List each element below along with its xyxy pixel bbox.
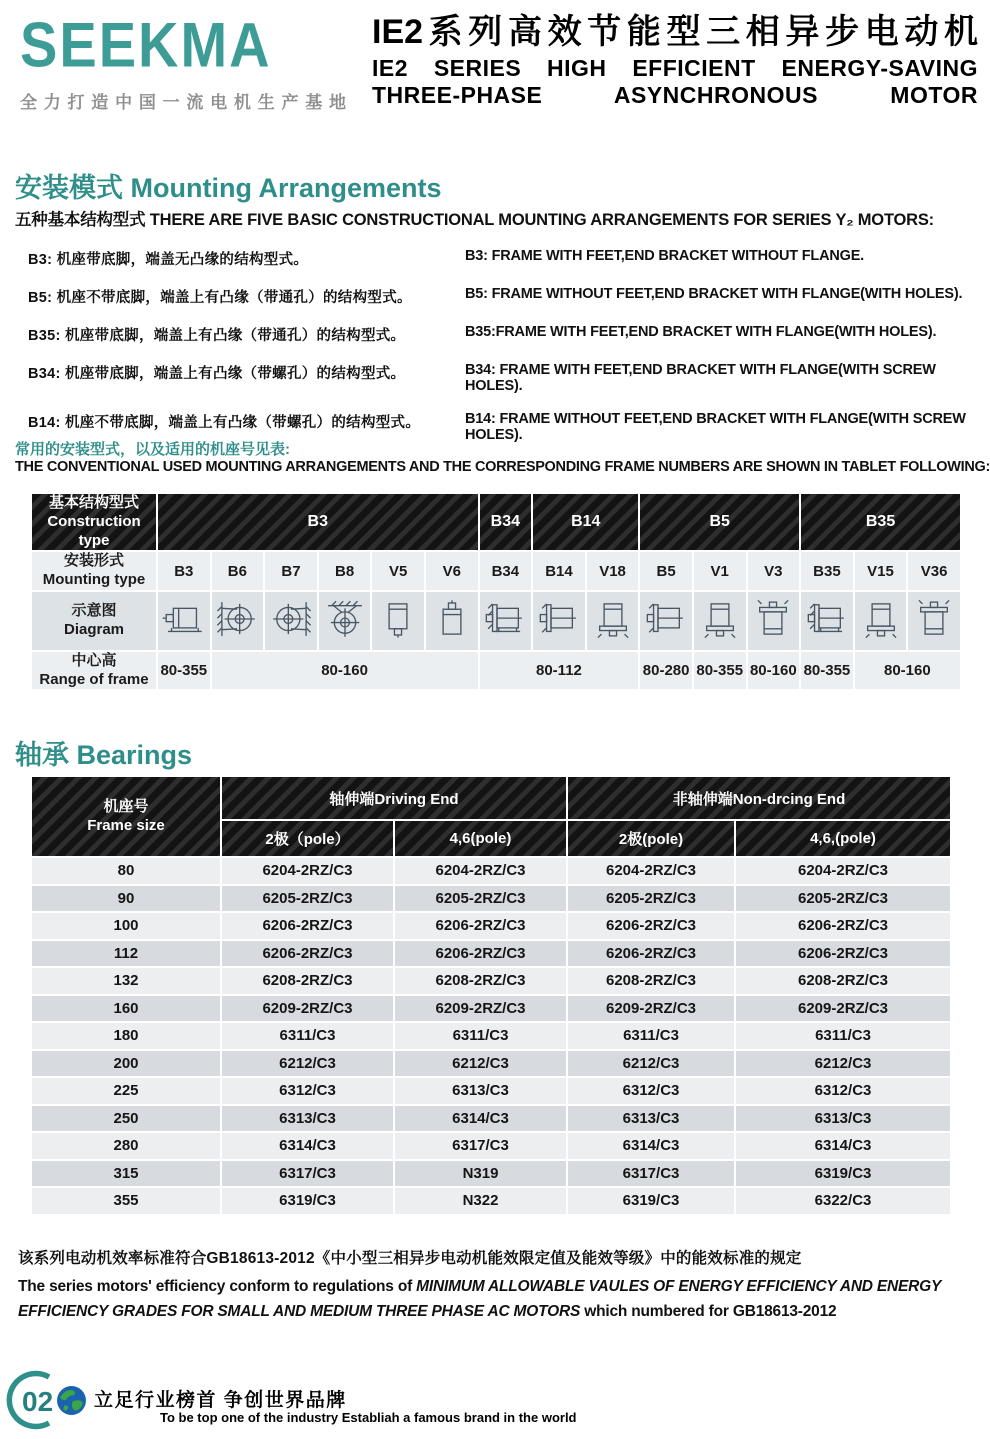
bearing-value-cell: 6314/C3: [222, 1133, 393, 1159]
motor-vertical-flange-up-icon: [749, 628, 797, 645]
bearing-value-cell: 6313/C3: [395, 1078, 566, 1104]
efficiency-note-english: [18, 1275, 968, 1325]
mounting-type-v6: V6: [426, 552, 478, 590]
bearings-row-frame-180: [32, 1023, 950, 1049]
bearings-table: [30, 775, 952, 1216]
bearing-value-cell: 6206-2RZ/C3: [222, 913, 393, 939]
logo-tagline: 全力打造中国一流电机生产基地: [20, 93, 346, 112]
range-of-frame-row-header: [32, 652, 156, 690]
bearing-value-cell: 6317/C3: [568, 1161, 734, 1187]
mounting-item-english: B3: FRAME WITH FEET,END BRACKET WITHOUT FLANGE.: [465, 248, 864, 264]
driving-end-column-header: 轴伸端Driving End: [222, 777, 566, 819]
footer-slogan-english: To be top one of the industry Establiah a famous brand in the world: [160, 1410, 577, 1425]
table-intro-english: THE CONVENTIONAL USED MOUNTING ARRANGEMENTS AND THE CORRESPONDING FRAME NUMBERS ARE SHOWN IN TABLET FOLLOWING:: [15, 459, 990, 475]
bearings-section-heading: 轴承 Bearings: [15, 740, 193, 770]
frame-size-cell: 100: [32, 913, 220, 939]
mounting-type-v15: V15: [855, 552, 907, 590]
mounting-item-chinese: B14: 机座不带底脚，端盖上有凸缘（带螺孔）的结构型式。: [28, 415, 421, 431]
bearing-value-cell: 6208-2RZ/C3: [736, 968, 950, 994]
motor-front-wall-right-icon: [267, 628, 315, 645]
bearing-value-cell: 6204-2RZ/C3: [222, 858, 393, 884]
bearing-value-cell: 6205-2RZ/C3: [222, 886, 393, 912]
construction-group-b5: B5: [640, 494, 799, 550]
frame-range-cell: 80-160: [855, 652, 960, 690]
bearings-row-frame-112: [32, 941, 950, 967]
frame-size-cell: 80: [32, 858, 220, 884]
diagram-b34-cell: [480, 592, 532, 650]
mounting-type-b3: B3: [158, 552, 210, 590]
frame-size-label-zh: 机座号: [103, 797, 149, 815]
bearing-value-cell: 6314/C3: [568, 1133, 734, 1159]
bearing-value-cell: 6212/C3: [568, 1051, 734, 1077]
bearings-row-frame-132: [32, 968, 950, 994]
mounting-type-b5: B5: [640, 552, 692, 590]
mounting-subheading: 五种基本结构型式 THERE ARE FIVE BASIC CONSTRUCTIONAL MOUNTING ARRANGEMENTS FOR SERIES Y₂ MOTORS:: [15, 211, 934, 229]
diagram-b8-cell: [319, 592, 371, 650]
bearing-value-cell: 6206-2RZ/C3: [568, 913, 734, 939]
bearing-value-cell: 6205-2RZ/C3: [568, 886, 734, 912]
non-driving-end-column-header: 非轴伸端Non-drcing End: [568, 777, 950, 819]
frame-range-cell: 80-355: [694, 652, 746, 690]
bearing-value-cell: 6319/C3: [568, 1188, 734, 1214]
mounting-type-b35: B35: [801, 552, 853, 590]
mounting-type-b34: B34: [480, 552, 532, 590]
bearing-value-cell: 6311/C3: [395, 1023, 566, 1049]
bearing-value-cell: 6212/C3: [736, 1051, 950, 1077]
bearing-value-cell: 6212/C3: [395, 1051, 566, 1077]
globe-icon: [56, 1385, 87, 1421]
efficiency-standard-note: [18, 1246, 968, 1325]
construction-group-b34: B34: [480, 494, 532, 550]
motor-vertical-flange-down-icon: [857, 628, 905, 645]
bearing-value-cell: 6311/C3: [222, 1023, 393, 1049]
mounting-type-b7: B7: [265, 552, 317, 590]
bearings-row-frame-280: [32, 1133, 950, 1159]
bearing-value-cell: 6312/C3: [222, 1078, 393, 1104]
bearings-row-frame-200: [32, 1051, 950, 1077]
frame-size-label-en: Frame size: [87, 816, 165, 834]
title-english-line1: IE2 SERIES HIGH EFFICIENT ENERGY-SAVING: [372, 54, 978, 81]
pole-header-3: 4,6,(pole): [736, 821, 950, 856]
diagram-b35-cell: [801, 592, 853, 650]
bearings-row-frame-80: [32, 858, 950, 884]
frame-range-cell: 80-160: [748, 652, 800, 690]
mounting-item-chinese: B34: 机座带底脚，端盖上有凸缘（带螺孔）的结构型式。: [28, 366, 406, 382]
frame-size-cell: 315: [32, 1161, 220, 1187]
construction-group-b3: B3: [158, 494, 478, 550]
mounting-table: [30, 492, 962, 691]
bearings-row-frame-160: [32, 996, 950, 1022]
pole-header-1: 4,6(pole): [395, 821, 566, 856]
diagram-b14-cell: [533, 592, 585, 650]
mounting-item-chinese: B3: 机座带底脚，端盖无凸缘的结构型式。: [28, 252, 309, 268]
bearings-row-frame-225: [32, 1078, 950, 1104]
bearing-value-cell: 6311/C3: [568, 1023, 734, 1049]
frame-size-column-header: [32, 777, 220, 856]
bearing-value-cell: 6209-2RZ/C3: [736, 996, 950, 1022]
mounting-type-v3: V3: [748, 552, 800, 590]
frame-size-cell: 112: [32, 941, 220, 967]
diagram-label-zh: 示意图: [71, 602, 117, 619]
frame-size-cell: 200: [32, 1051, 220, 1077]
mounting-type-row-header: [32, 552, 156, 590]
motor-vertical-shaft-down-icon: [374, 628, 422, 645]
bearing-value-cell: 6317/C3: [395, 1133, 566, 1159]
frame-range-cell: 80-112: [480, 652, 639, 690]
bearing-value-cell: 6204-2RZ/C3: [568, 858, 734, 884]
table-intro-chinese: 常用的安装型式，以及适用的机座号见表:: [15, 441, 290, 458]
diagram-v3-cell: [748, 592, 800, 650]
motor-side-flange-icon: [642, 628, 690, 645]
mounting-arrangement-item: [28, 362, 973, 394]
frame-range-cell: 80-355: [158, 652, 210, 690]
motor-vertical-shaft-up-icon: [428, 628, 476, 645]
mounting-arrangement-item: [28, 324, 973, 345]
diagram-row-header: [32, 592, 156, 650]
bearings-row-frame-250: [32, 1106, 950, 1132]
mounting-type-v36: V36: [908, 552, 960, 590]
bearing-value-cell: 6205-2RZ/C3: [395, 886, 566, 912]
range-label-zh: 中心高: [71, 651, 117, 669]
frame-size-cell: 225: [32, 1078, 220, 1104]
bearing-value-cell: 6205-2RZ/C3: [736, 886, 950, 912]
mounting-type-label-zh: 安装形式: [63, 552, 124, 570]
motor-side-flange-feet-icon: [481, 628, 529, 645]
construction-group-b35: B35: [801, 494, 960, 550]
frame-size-cell: 90: [32, 886, 220, 912]
bearing-value-cell: 6322/C3: [736, 1188, 950, 1214]
mounting-arrangement-list: [28, 248, 973, 460]
mounting-type-b14: B14: [533, 552, 585, 590]
construction-type-label-en: Construction type: [47, 512, 141, 549]
bearing-value-cell: 6313/C3: [568, 1106, 734, 1132]
motor-vertical-flange-down-icon: [589, 628, 637, 645]
mounting-type-v1: V1: [694, 552, 746, 590]
footer-slogan-chinese: 立足行业榜首 争创世界品牌: [94, 1390, 347, 1411]
diagram-label-en: Diagram: [63, 620, 125, 638]
logo-block: [20, 9, 346, 113]
page-number: 02: [22, 1386, 54, 1417]
mounting-item-english: B35:FRAME WITH FEET,END BRACKET WITH FLANGE(WITH HOLES).: [465, 324, 937, 340]
diagram-b7-cell: [265, 592, 317, 650]
efficiency-note-chinese: 该系列电动机效率标准符合GB18613-2012《中小型三相异步电动机能效限定值及能效等级》中的能效标准的规定: [18, 1250, 802, 1267]
title-english-line2: THREE-PHASE ASYNCHRONOUS MOTOR: [372, 81, 978, 108]
diagram-v36-cell: [908, 592, 960, 650]
frame-size-cell: 132: [32, 968, 220, 994]
diagram-v6-cell: [426, 592, 478, 650]
frame-size-cell: 180: [32, 1023, 220, 1049]
bearing-value-cell: N319: [395, 1161, 566, 1187]
motor-side-flange-feet-icon: [803, 628, 851, 645]
mounting-item-chinese: B5: 机座不带底脚，端盖上有凸缘（带通孔）的结构型式。: [28, 290, 412, 306]
mounting-item-english: B14: FRAME WITHOUT FEET,END BRACKET WITH FLANGE(WITH SCREW HOLES).: [465, 411, 966, 443]
bearing-value-cell: 6208-2RZ/C3: [222, 968, 393, 994]
mounting-item-english: B34: FRAME WITH FEET,END BRACKET WITH FLANGE(WITH SCREW HOLES).: [465, 362, 936, 394]
mounting-arrangement-item: [28, 248, 973, 269]
mounting-type-b8: B8: [319, 552, 371, 590]
diagram-v15-cell: [855, 592, 907, 650]
bearing-value-cell: 6204-2RZ/C3: [736, 858, 950, 884]
motor-front-ceiling-icon: [321, 628, 369, 645]
bearings-row-frame-90: [32, 886, 950, 912]
construction-type-row-header: [32, 494, 156, 550]
bearing-value-cell: N322: [395, 1188, 566, 1214]
efficiency-note-en-suffix: which numbered for GB18613-2012: [580, 1302, 837, 1320]
range-label-en: Range of frame: [39, 670, 149, 688]
bearing-value-cell: 6204-2RZ/C3: [395, 858, 566, 884]
bearings-row-frame-100: [32, 913, 950, 939]
mounting-type-label-en: Mounting type: [42, 571, 146, 588]
bearing-value-cell: 6209-2RZ/C3: [222, 996, 393, 1022]
bearing-value-cell: 6209-2RZ/C3: [568, 996, 734, 1022]
mounting-type-v5: V5: [372, 552, 424, 590]
mounting-item-chinese: B35: 机座带底脚，端盖上有凸缘（带通孔）的结构型式。: [28, 328, 406, 344]
bearing-value-cell: 6312/C3: [736, 1078, 950, 1104]
bearing-value-cell: 6206-2RZ/C3: [395, 941, 566, 967]
mounting-section-heading: 安装模式 Mounting Arrangements: [15, 173, 442, 203]
bearing-value-cell: 6206-2RZ/C3: [395, 913, 566, 939]
frame-range-cell: 80-355: [801, 652, 853, 690]
motor-vertical-flange-down-icon: [696, 628, 744, 645]
efficiency-note-en-standard-title: MINIMUM ALLOWABLE VAULES OF ENERGY EFFICIENCY AND ENERGY EFFICIENCY GRADES FOR SMALL AND MEDIUM THREE PHASE AC MOTORS: [18, 1278, 941, 1320]
motor-vertical-flange-up-icon: [910, 628, 958, 645]
diagram-v1-cell: [694, 592, 746, 650]
frame-size-cell: 280: [32, 1133, 220, 1159]
diagram-v18-cell: [587, 592, 639, 650]
bearing-value-cell: 6313/C3: [222, 1106, 393, 1132]
page-title: [372, 12, 978, 107]
bearing-value-cell: 6314/C3: [736, 1133, 950, 1159]
bearing-value-cell: 6212/C3: [222, 1051, 393, 1077]
bearing-value-cell: 6313/C3: [736, 1106, 950, 1132]
bearings-row-frame-315: [32, 1161, 950, 1187]
motor-front-wall-left-icon: [213, 628, 261, 645]
bearing-value-cell: 6317/C3: [222, 1161, 393, 1187]
motor-side-feet-icon: [160, 628, 208, 645]
diagram-b6-cell: [212, 592, 264, 650]
diagram-v5-cell: [372, 592, 424, 650]
bearing-value-cell: 6312/C3: [568, 1078, 734, 1104]
bearing-value-cell: 6314/C3: [395, 1106, 566, 1132]
frame-range-cell: 80-160: [212, 652, 478, 690]
bearing-value-cell: 6208-2RZ/C3: [568, 968, 734, 994]
frame-range-cell: 80-280: [640, 652, 692, 690]
bearing-value-cell: 6209-2RZ/C3: [395, 996, 566, 1022]
frame-size-cell: 250: [32, 1106, 220, 1132]
title-chinese: IE2系列高效节能型三相异步电动机: [372, 13, 978, 51]
efficiency-note-en-prefix: The series motors' efficiency conform to regulations of: [18, 1278, 417, 1295]
mounting-type-v18: V18: [587, 552, 639, 590]
bearings-row-frame-355: [32, 1188, 950, 1214]
motor-side-flange-icon: [535, 628, 583, 645]
diagram-b3-cell: [158, 592, 210, 650]
mounting-arrangement-item: [28, 286, 973, 307]
diagram-b5-cell: [640, 592, 692, 650]
bearing-value-cell: 6319/C3: [736, 1161, 950, 1187]
bearing-value-cell: 6206-2RZ/C3: [568, 941, 734, 967]
mounting-type-b6: B6: [212, 552, 264, 590]
construction-group-b14: B14: [533, 494, 638, 550]
frame-size-cell: 160: [32, 996, 220, 1022]
bearing-value-cell: 6319/C3: [222, 1188, 393, 1214]
bearing-value-cell: 6206-2RZ/C3: [736, 941, 950, 967]
bearing-value-cell: 6206-2RZ/C3: [736, 913, 950, 939]
mounting-item-english: B5: FRAME WITHOUT FEET,END BRACKET WITH FLANGE(WITH HOLES).: [465, 286, 963, 302]
frame-size-cell: 355: [32, 1188, 220, 1214]
bearing-value-cell: 6208-2RZ/C3: [395, 968, 566, 994]
construction-type-label-zh: 基本结构型式: [48, 494, 139, 511]
seekma-logo: SEEKMA: [20, 9, 272, 81]
bearing-value-cell: 6206-2RZ/C3: [222, 941, 393, 967]
bearing-value-cell: 6311/C3: [736, 1023, 950, 1049]
pole-header-0: 2极（pole）: [222, 821, 393, 856]
pole-header-2: 2极(pole): [568, 821, 734, 856]
